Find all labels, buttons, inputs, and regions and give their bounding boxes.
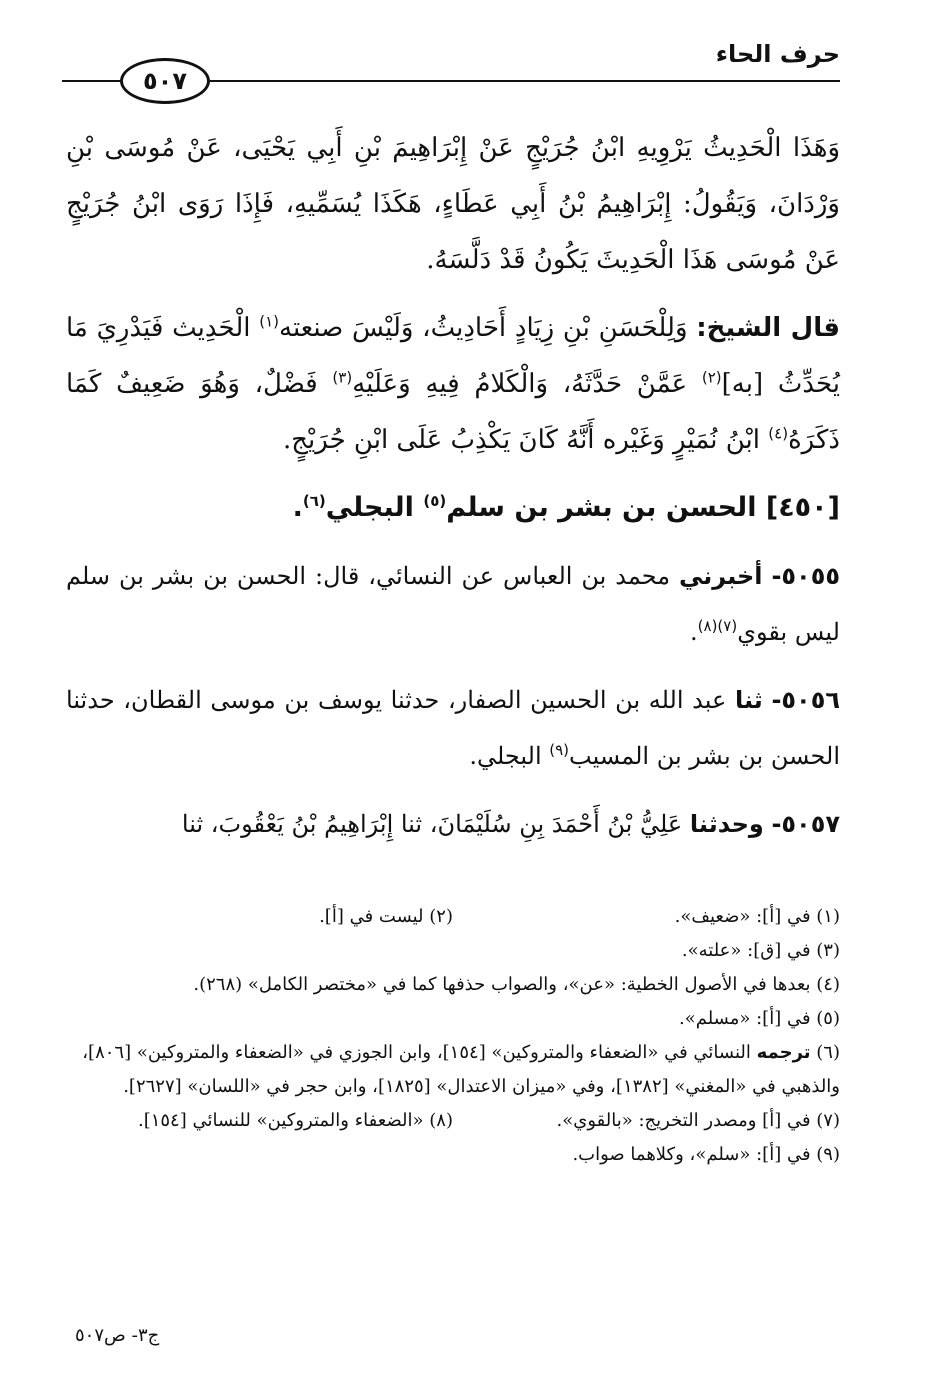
report-keyword: وحدثنا <box>689 810 764 838</box>
footnote-ref-9: (٩) <box>549 741 570 759</box>
entry-heading-nisba: البجلي <box>325 492 424 523</box>
paragraph-2 <box>66 300 840 468</box>
running-head: حرف الحاء <box>715 40 840 68</box>
footnote-ref-5: (٥) <box>423 492 447 510</box>
entry-heading-text: [٤٥٠] الحسن بن بشر بن سلم <box>446 492 840 523</box>
footnotes <box>66 900 840 1172</box>
report-number: ٥٠٥٦- <box>771 686 840 714</box>
paragraph-2-text-d: فَضْلٌ، وَهُوَ ضَعِيفٌ كَمَا ذَكَرَهُ <box>66 369 840 455</box>
footnote-row <box>66 1104 840 1138</box>
volume-page-reference: ج٣- ص٥٠٧ <box>75 1325 160 1346</box>
report-text: عَلِيُّ بْنُ أَحْمَدَ بِنِ سُلَيْمَانَ، ثنا إِبْرَاهِيمُ بْنُ يَعْقُوبَ، ثنا <box>181 810 690 838</box>
paragraph-2-text-c: عَمَّنْ حَدَّثَهُ، وَالْكَلامُ فِيهِ وَعَلَيْهِ <box>352 369 702 399</box>
footnote-6-keyword: ترجمه <box>756 1042 811 1063</box>
sheikh-label: قال الشيخ: <box>696 313 840 343</box>
report-keyword: ثنا <box>734 686 763 714</box>
page-number: ٥٠٧ <box>143 67 187 95</box>
footnote-7: (٧) في [أ] ومصدر التخريج: «بالقوي». <box>556 1110 840 1131</box>
footnote-ref-7-8: (٧)(٨) <box>697 617 738 635</box>
footnote-5: (٥) في [أ]: «مسلم». <box>679 1008 840 1029</box>
paragraph-2-text-e: ابْنُ نُمَيْرٍ وَغَيْره أَنَّهُ كَانَ يَكْذِبُ عَلَى ابْنِ جُرَيْجٍ. <box>282 425 769 455</box>
footnote-ref-3: (٣) <box>332 368 353 387</box>
footnote-4: (٤) بعدها في الأصول الخطية: «عن»، والصواب حذفها كما في «مختصر الكامل» (٢٦٨). <box>193 974 840 995</box>
report-5056 <box>66 672 840 784</box>
footnote-9: (٩) في [أ]: «سلم»، وكلاهما صواب. <box>572 1144 840 1165</box>
report-5055: ٥٠٥٥- أخبرني محمد بن العباس عن النسائي، قال: الحسن بن بشر بن سلم ليس بقوي$^{(٧)(٨)}$. <box>66 562 840 646</box>
report-number: ٥٠٥٥- <box>771 562 840 590</box>
report-text: محمد بن العباس عن النسائي، قال: الحسن بن بشر بن سلم ليس بقوي <box>66 562 840 646</box>
paragraph-1: وَهَذَا الْحَدِيثُ يَرْوِيهِ ابْنُ جُرَيْجٍ عَنْ إِبْرَاهِيمَ بْنِ أَبِي يَحْيَى، عَنْ مُوسَى بْنِ وَرْدَانَ، وَيَقُولُ: إِبْرَاهِيمُ بْنُ أَبِي عَطَاءٍ، هَكَذَا يُسَمِّيهِ، فَإِذَا رَوَى ابْنُ جُرَيْجٍ عَنْ مُوسَى هَذَا الْحَدِيثَ يَكُونُ قَدْ دَلَّسَهُ. <box>66 133 840 275</box>
footnote-6-number: (٦) <box>816 1042 840 1063</box>
footnote-ref-1: (١) <box>259 312 279 331</box>
report-text-end: البجلي. <box>469 742 550 770</box>
paragraph-2-text-b: الْحَدِيث فَيَدْرِيَ مَا يُحَدِّثُ [به] <box>66 313 841 399</box>
entry-heading: [٤٥٠] الحسن بن بشر بن سلم$^{(٥)}$ البجلي$^{(٦)}$. <box>292 492 840 523</box>
main-text <box>66 120 840 864</box>
footnote-row <box>66 900 840 934</box>
report-keyword: أخبرني <box>678 562 763 590</box>
report-text: عبد الله بن الحسين الصفار، حدثنا يوسف بن موسى القطان، حدثنا الحسن بن بشر بن المسيب <box>66 686 840 770</box>
page-number-oval <box>120 58 210 104</box>
footnote-ref-4: (٤) <box>768 424 789 443</box>
footnote-ref-6: (٦) <box>302 492 326 510</box>
footnote-8: (٨) «الضعفاء والمتروكين» للنسائي [١٥٤]. <box>137 1110 453 1131</box>
footnote-2: (٢) ليست في [أ]. <box>319 906 453 927</box>
paragraph-2-text-a: وَلِلْحَسَنِ بْنِ زِيَادٍ أَحَادِيثُ، وَلَيْسَ صنعته <box>279 313 697 343</box>
report-number: ٥٠٥٧- <box>771 810 840 838</box>
report-5057 <box>66 796 840 852</box>
footnote-6 <box>66 1036 840 1104</box>
footnote-6-text: النسائي في «الضعفاء والمتروكين» [١٥٤]، وابن الجوزي في «الضعفاء والمتروكين» [٨٠٦]، والذهبي في «المغني» [١٣٨٢]، وفي «ميزان الاعتدال» [١٨٢٥]، وابن حجر في «اللسان» [٢٦٢٧]. <box>82 1042 840 1097</box>
footnote-1: (١) في [أ]: «ضعيف». <box>674 906 840 927</box>
footnote-3: (٣) في [ق]: «علته». <box>681 940 840 961</box>
footnote-ref-2: (٢) <box>701 368 722 387</box>
